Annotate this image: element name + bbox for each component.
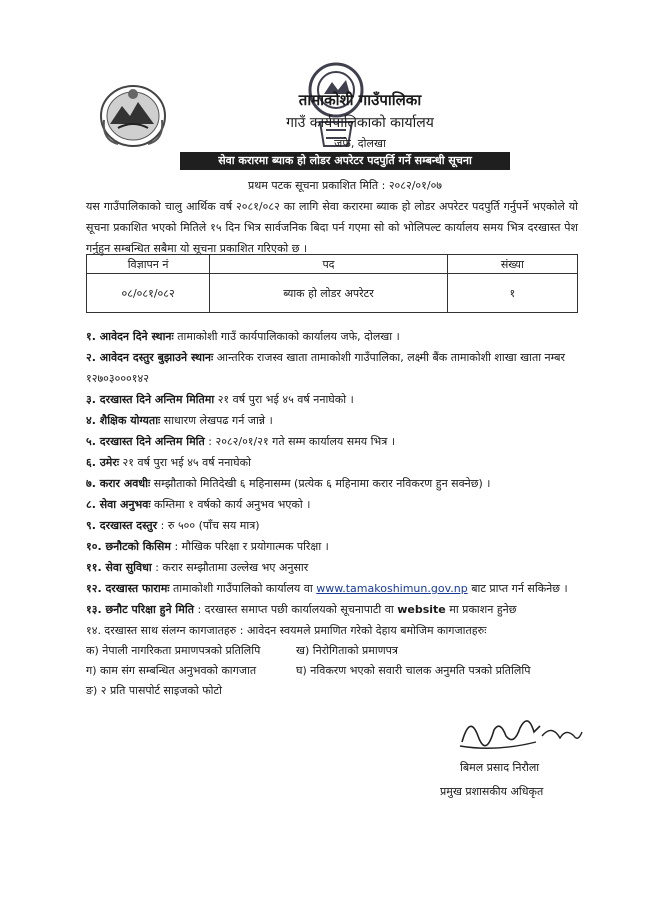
list-item [86, 536, 586, 557]
table-header-cell: पद [210, 255, 448, 274]
list-item [86, 494, 586, 515]
signatory-title: प्रमुख प्रशासकीय अधिकृत [440, 785, 544, 798]
item-text: : मौखिक परिक्षा र प्रयोगात्मक परिक्षा । [170, 540, 329, 553]
table-cell: ब्याक हो लोडर अपरेटर [210, 274, 448, 313]
list-item [86, 410, 586, 431]
website-word: website [397, 603, 446, 616]
nepal-emblem-icon [98, 80, 168, 148]
table-header-cell: विज्ञापन नं [87, 255, 210, 274]
item-text: : रु ५०० (पाँच सय मात्र) [157, 519, 260, 532]
vacancy-table [86, 254, 578, 313]
office-location: जफे, दोलखा [334, 137, 386, 150]
list-item [86, 620, 586, 641]
requirements-list [86, 326, 586, 701]
list-item [86, 599, 586, 620]
item-label: ४. शैक्षिक योग्यताः [86, 414, 161, 427]
item-label: ५. दरखास्त दिने अन्तिम मिति [86, 435, 205, 448]
table-cell: ०८/०८१/०८२ [87, 274, 210, 313]
item-label: २. आवेदन दस्तुर बुझाउने स्थानः [86, 351, 214, 364]
handwritten-signature-icon [456, 706, 586, 756]
item-label: ३. दरखास्त दिने अन्तिम मितिमा [86, 393, 215, 406]
item-text: बाट प्राप्त गर्न सकिनेछ । [467, 582, 568, 595]
website-link[interactable]: www.tamakoshimun.gov.np [316, 582, 468, 595]
item-label: ९. दरखास्त दस्तुर [86, 519, 158, 532]
document-item: घ) नविकरण भएको सवारी चालक अनुमति पत्रको प्रतिलिपि [296, 664, 531, 677]
item-text: साधारण लेखपढ गर्न जान्ने । [160, 414, 273, 427]
item-label: १२. दरखास्त फारामः [86, 582, 170, 595]
item-label: ६. उमेरः [86, 456, 120, 469]
item-label: १. आवेदन दिने स्थानः [86, 330, 174, 343]
list-item [86, 557, 586, 578]
table-row [87, 274, 578, 313]
table-header-row [87, 255, 578, 274]
signatory-name: बिमल प्रसाद निरौला [460, 761, 540, 774]
notice-title: सेवा करारमा ब्याक हो लोडर अपरेटर पदपुर्ति गर्ने सम्बन्धी सूचना [180, 152, 510, 170]
document-item: ग) काम संग सम्बन्धित अनुभवको कागजात [86, 664, 257, 677]
item-text: मा प्रकाशन हुनेछ [445, 603, 517, 616]
list-item [86, 347, 586, 389]
item-label: ८. सेवा अनुभवः [86, 498, 151, 511]
item-label: १४. दरखास्त साथ संलग्न कागजातहरु [86, 624, 237, 637]
list-item [86, 515, 586, 536]
list-item [86, 578, 586, 599]
item-text: तामाकोशी गाउँ कार्यपालिकाको कार्यालय जफे, दोलखा । [173, 330, 400, 343]
table-header-cell: संख्या [447, 255, 577, 274]
item-text: २१ वर्ष पुरा भई ४५ वर्ष ननाघेको [119, 456, 251, 469]
signature-block [440, 706, 600, 806]
table-cell: १ [447, 274, 577, 313]
item-label: ७. करार अवधीः [86, 477, 151, 490]
document-item: ख) निरोगिताको प्रमाणपत्र [296, 644, 399, 657]
list-item [86, 326, 586, 347]
office-name: तामाकोशी गाउँपालिका [298, 91, 422, 109]
document-item: ङ) २ प्रति पासपोर्ट साइजको फोटो [86, 684, 222, 697]
item-text: : आवेदन स्वयमले प्रमाणित गरेको देहाय बमोजिम कागजातहरुः [236, 624, 487, 637]
list-item [86, 452, 586, 473]
item-text: आन्तरिक राजस्व खाता तामाकोशी गाउँपालिका, लक्ष्मी बैंक तामाकोशी शाखा खाता नम्बर १२७०३०००१४२ [86, 351, 566, 385]
documents-list [86, 641, 586, 701]
item-text: : २०८२/०१/२१ गते सम्म कार्यालय समय भित्र । [204, 435, 395, 448]
office-subtitle: गाउँ कार्यपालिकाको कार्यालय [286, 115, 434, 131]
intro-paragraph: यस गाउँपालिकाको चालु आर्थिक वर्ष २०८१/०८२ का लागि सेवा करारमा ब्याक हो लोडर अपरेटर पदपुर्ति गर्नुपर्ने भएकोले यो सूचना प्रकाशित भएको मितिले १५ दिन भित्र सार्वजनिक बिदा पर्न गएमा सो को भोलिपल्ट कार्यालय समय भित्र दरखास्त पेश गर्नुहुन सम्बन्धित सबैमा यो सूचना प्रकाशित गरिएको छ । [86, 200, 578, 255]
item-text: : दरखास्त समाप्त पछी कार्यालयको सूचनापाटी वा [193, 603, 398, 616]
item-text: तामाकोशी गाउँपालिको कार्यालय वा [169, 582, 317, 595]
item-text: : करार सम्झौतामा उल्लेख भए अनुसार [151, 561, 309, 574]
item-label: ११. सेवा सुविधा [86, 561, 152, 574]
item-label: १०. छनौटको किसिम [86, 540, 171, 553]
item-text: २१ वर्ष पुरा भई ४५ वर्ष ननाघेको । [214, 393, 354, 406]
list-item [86, 473, 586, 494]
item-label: १३. छनौट परिक्षा हुने मिति [86, 603, 194, 616]
list-item [86, 431, 586, 452]
list-item [86, 389, 586, 410]
item-text: कम्तिमा १ वर्षको कार्य अनुभव भएको । [150, 498, 311, 511]
document-item: क) नेपाली नागरिकता प्रमाणपत्रको प्रतिलिपि [86, 644, 261, 657]
publish-date: प्रथम पटक सूचना प्रकाशित मिति : २०८२/०१/०७ [247, 179, 443, 192]
item-text: सम्झौताको मितिदेखी ६ महिनासम्म (प्रत्येक ६ महिनामा करार नविकरण हुन सक्नेछ) । [150, 477, 491, 490]
